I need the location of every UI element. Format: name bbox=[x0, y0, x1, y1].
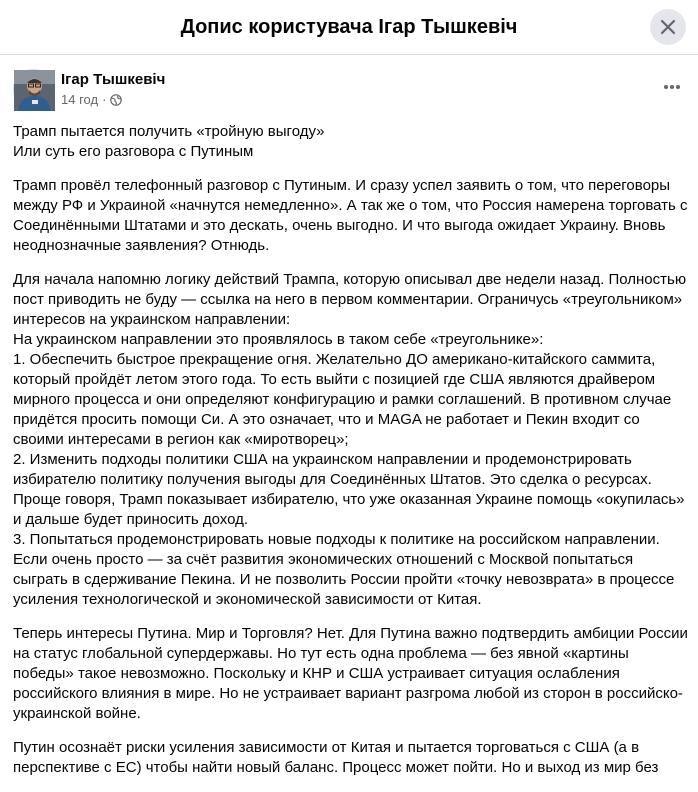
dialog-header bbox=[0, 0, 698, 55]
post-paragraph-5: Путин осознаёт риски усиления зависимости от Китая и пытается торговаться с США (а в перспективе с ЕС) чтобы найти новый баланс. Процесс может пойти. Но и выход из мир без bbox=[13, 739, 659, 776]
meta-separator: · bbox=[102, 92, 107, 107]
post-header bbox=[0, 56, 698, 122]
close-button[interactable] bbox=[650, 9, 686, 45]
author-name[interactable]: Ігар Тышкевіч bbox=[61, 71, 166, 88]
avatar-photo bbox=[14, 70, 55, 111]
post-paragraph-2: Трамп провёл телефонный разговор с Путиным. И сразу успел заявить о том, что переговоры между РФ и Украиной «начнутся немедленно». А так же о том, что Россия намерена торговать с Соединёнными Штатами и это дескать, очень выгодно. И что выгода ожидает Украину. Вновь неоднозначные заявления? Отнюдь. bbox=[13, 177, 688, 254]
post-paragraph-4: Теперь интересы Путина. Мир и Торговля? Нет. Для Путина важно подтвердить амбиции России на статус глобальной супердержавы. Но тут есть одна проблема — без явной «картины победы» такое невозможно. Поскольку и КНР и США устраивает ситуация ослабления российского влияния в мире. Но не устраивает вариант разгрома любой из сторон в российско-украинской войне. bbox=[13, 625, 688, 722]
post-body bbox=[13, 122, 689, 792]
post-meta bbox=[61, 92, 122, 107]
post-timestamp[interactable]: 14 год bbox=[61, 92, 99, 107]
post-paragraph-3: Для начала напомню логику действий Трампа, которую описывал две недели назад. Полностью пост приводить не буду — ссылка на него в первом комментарии. Ограничусь «треугольником» интересов на украинском направлении: На украинском направлении это проявлялось в таком себе «треугольнике»: 1. Обеспечить быстрое прекращение огня. Желательно ДО американо-китайского саммита, который пройдёт летом этого года. То есть выйти с позицией где США являются драйвером мирного процесса и они определяют конфигурацию и рамки соглашений. В противном случае придётся просить помощи Си. А это означает, что и MAGA не работает и Пекин входит со своими интересами в регион как «миротворец»; 2. Изменить подходы политики США на украинском направлении и продемонстрировать избирателю политику получения выгоды для Соединённых Штатов. Это сделка о ресурсах. Проще говоря, Трамп показывает избирателю, что уже оказанная Украине помощь «окупилась» и дальше будет приносить доход. 3. Попытаться продемонстрировать новые подходы к политике на российском направлении. Если очень просто — за счёт развития экономических отношений с Москвой попытаться сыграть в сдерживание Пекина. И не позволить России пройти «точку невозврата» в процессе усиления технологической и экономической зависимости от Китая. bbox=[13, 271, 687, 608]
avatar[interactable] bbox=[13, 69, 54, 110]
close-icon bbox=[660, 19, 676, 35]
globe-icon bbox=[110, 94, 122, 106]
post bbox=[0, 56, 698, 776]
more-options-button[interactable] bbox=[658, 73, 686, 101]
dialog-title: Допис користувача Ігар Тышкевіч bbox=[180, 15, 518, 38]
post-paragraph-1: Трамп пытается получить «тройную выгоду» Или суть его разговора с Путиным bbox=[13, 123, 325, 160]
more-icon bbox=[663, 84, 681, 90]
